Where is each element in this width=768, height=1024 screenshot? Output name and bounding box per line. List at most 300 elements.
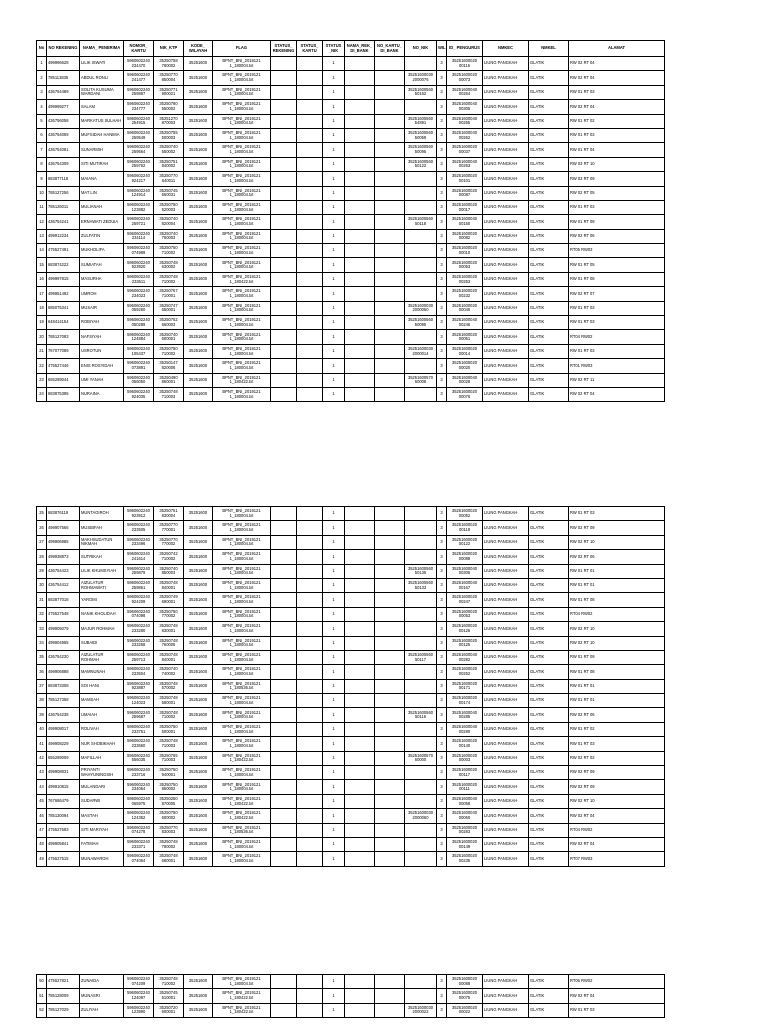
table-cell: 45 — [37, 794, 47, 808]
table-cell: LIUNG PANGKAH — [483, 301, 529, 315]
table-cell: GLATIK — [529, 578, 569, 592]
table-cell: 35251600040 00306 — [447, 564, 483, 578]
table-row — [37, 809, 665, 823]
table-cell — [405, 679, 437, 693]
table-row — [37, 114, 665, 128]
table-cell — [375, 387, 405, 401]
table-cell: LIUNG PANGKAH — [483, 128, 529, 142]
table-cell: 3 — [437, 229, 447, 243]
table-cell: 5 — [37, 114, 47, 128]
table-cell: MAMSAH — [80, 694, 124, 708]
table-cell — [345, 316, 375, 330]
table-cell: 35250748 710002 — [154, 975, 184, 989]
table-cell: LIUNG PANGKAH — [483, 535, 529, 549]
table-cell: 1 — [323, 244, 345, 258]
table-cell — [405, 229, 437, 243]
table-cell: GLATIK — [529, 679, 569, 693]
table-cell: 49 — [37, 852, 47, 866]
table-cell: 35250751 830004 — [154, 507, 184, 521]
table-cell: 59606022​40 259564 — [124, 143, 154, 157]
table-row — [37, 852, 665, 866]
table-cell: 499905841 — [47, 837, 80, 851]
table-cell — [405, 186, 437, 200]
table-cell: 35251600020 00010 — [447, 244, 483, 258]
table-cell: BPNT_BNI_2019121 1_180422.txt — [213, 1003, 271, 1017]
table-cell: LIUNG PANGKAH — [483, 344, 529, 358]
table-cell: GLATIK — [529, 215, 569, 229]
table-cell: 35251600 — [184, 200, 213, 214]
table-cell — [375, 722, 405, 736]
table-cell: LILIK KHUMSYIAH — [80, 564, 124, 578]
table-cell — [375, 287, 405, 301]
table-cell: LIUNG PANGKAH — [483, 85, 529, 99]
table-cell — [375, 989, 405, 1003]
table-cell — [375, 258, 405, 272]
table-cell: 3 — [437, 794, 447, 808]
table-cell — [345, 244, 375, 258]
table-cell: 35251600020 00122 — [447, 535, 483, 549]
table-cell: 475527491 — [47, 244, 80, 258]
table-cell — [297, 71, 323, 85]
table-cell: MAJUR ROHMAH — [80, 622, 124, 636]
table-cell: GLATIK — [529, 373, 569, 387]
table-cell: MUFSIDAH HANIMA — [80, 128, 124, 142]
table-cell: 35251600 — [184, 1003, 213, 1017]
table-cell — [375, 344, 405, 358]
column-header: NO_KARTU_ DI_BANK — [375, 41, 405, 57]
table-cell — [297, 636, 323, 650]
table-cell: 785127093 — [47, 330, 80, 344]
table-cell: 38 — [37, 694, 47, 708]
table-cell — [271, 373, 297, 387]
table-cell: MARKATUS SULHAH — [80, 114, 124, 128]
table-cell: 475527515 — [47, 852, 80, 866]
table-row — [37, 578, 665, 592]
table-cell: 16 — [37, 272, 47, 286]
table-cell: LIUNG PANGKAH — [483, 550, 529, 564]
table-cell: 35251600 — [184, 272, 213, 286]
table-cell: BPNT_BNI_2019121 1_180004.txt — [213, 85, 271, 99]
table-cell: GLATIK — [529, 975, 569, 989]
table-row — [37, 229, 665, 243]
table-cell: 9 — [37, 172, 47, 186]
table-cell — [271, 100, 297, 114]
table-cell — [297, 258, 323, 272]
table-cell: 59606022​40 059260 — [124, 301, 154, 315]
table-cell — [345, 975, 375, 989]
table-cell: 59606022​40 923912 — [124, 507, 154, 521]
table-cell — [271, 622, 297, 636]
table-cell: BPNT_BNI_2019121 1_180004.txt — [213, 507, 271, 521]
table-cell: 3 — [37, 85, 47, 99]
table-cell: 35251600030 2000060 — [405, 301, 437, 315]
table-cell: GLATIK — [529, 766, 569, 780]
table-cell: 683874222 — [47, 258, 80, 272]
table-cell: MULANDARI — [80, 780, 124, 794]
table-cell: MASURHA — [80, 272, 124, 286]
table-cell — [345, 157, 375, 171]
table-cell: BPNT_BNI_2019121 1_180004.txt — [213, 258, 271, 272]
table-cell — [345, 578, 375, 592]
table-cell: BPNT_BNI_2019121 1_180004.txt — [213, 636, 271, 650]
table-cell: SALAM — [80, 100, 124, 114]
table-cell: BPNT_BNI_2019121 1_180004.txt — [213, 708, 271, 722]
table-cell — [271, 550, 297, 564]
table-cell: 1 — [323, 593, 345, 607]
table-cell: 1 — [323, 330, 345, 344]
table-cell: GLATIK — [529, 564, 569, 578]
table-cell: 35251600 — [184, 521, 213, 535]
table-cell: 35251600020 00052 — [447, 507, 483, 521]
table-cell: LIUNG PANGKAH — [483, 521, 529, 535]
table-cell: 35250740 600001 — [154, 330, 184, 344]
table-cell: 35250748 840001 — [154, 578, 184, 592]
table-cell: LILIK ISWATI — [80, 57, 124, 71]
table-cell: 35251600020 00235 — [447, 852, 483, 866]
table-row — [37, 766, 665, 780]
table-cell — [375, 200, 405, 214]
table-cell: MUNAWAROH — [80, 852, 124, 866]
table-row — [37, 316, 665, 330]
table-cell — [375, 114, 405, 128]
table-cell — [345, 1003, 375, 1017]
table-cell: 35251600040 00265 — [447, 114, 483, 128]
table-cell: GLATIK — [529, 85, 569, 99]
table-cell — [297, 229, 323, 243]
table-cell: SUMIATAH — [80, 258, 124, 272]
table-cell: 35251600 — [184, 823, 213, 837]
table-row — [37, 507, 665, 521]
table-cell: 35251600 — [184, 737, 213, 751]
table-cell — [345, 708, 375, 722]
table-cell: ZULIYAH — [80, 1003, 124, 1017]
table-cell: 35251600040 00246 — [447, 316, 483, 330]
table-cell: 35251600560 50122 — [405, 157, 437, 171]
table-cell: LIUNG PANGKAH — [483, 794, 529, 808]
table-cell — [271, 157, 297, 171]
table-cell: 59606022​40 233504 — [124, 665, 154, 679]
table-cell — [345, 186, 375, 200]
table-cell: 32 — [37, 607, 47, 621]
table-cell: 48 — [37, 837, 47, 851]
table-cell: 59606022​40 924217 — [124, 172, 154, 186]
table-cell — [405, 550, 437, 564]
table-cell: RW 02 RT 04 — [569, 809, 665, 823]
table-row — [37, 694, 665, 708]
table-cell: 35251600020 00171 — [447, 679, 483, 693]
table-cell: GLATIK — [529, 665, 569, 679]
table-cell: 683873308 — [47, 679, 80, 693]
table-cell: GLATIK — [529, 607, 569, 621]
table-cell: 1 — [323, 344, 345, 358]
table-cell: 3 — [437, 114, 447, 128]
table-cell: 8 — [37, 157, 47, 171]
table-cell — [345, 780, 375, 794]
table-cell: 36 — [37, 665, 47, 679]
table-cell: 35251600560 50059 — [405, 128, 437, 142]
table-cell: 3 — [437, 650, 447, 664]
table-cell — [271, 780, 297, 794]
table-cell: 475527548 — [47, 607, 80, 621]
table-cell — [297, 114, 323, 128]
table-cell: 59606022​40 233268 — [124, 636, 154, 650]
table-cell — [375, 172, 405, 186]
table-cell: 499997815 — [47, 272, 80, 286]
table-cell: 683875395 — [47, 387, 80, 401]
table-cell — [375, 507, 405, 521]
table-cell — [271, 301, 297, 315]
table-cell: 35250780 550002 — [154, 100, 184, 114]
table-cell: 1 — [323, 143, 345, 157]
table-cell: 785130094 — [47, 809, 80, 823]
table-cell: 1 — [323, 373, 345, 387]
table-cell: LIUNG PANGKAH — [483, 71, 529, 85]
table-cell: 35251600020 00140 — [447, 737, 483, 751]
table-row — [37, 535, 665, 549]
table-cell — [345, 507, 375, 521]
table-cell: RW 01 RT 08 — [569, 665, 665, 679]
table-cell: 40 — [37, 722, 47, 736]
table-cell — [375, 823, 405, 837]
table-cell: LIUNG PANGKAH — [483, 780, 529, 794]
table-cell: 785127256 — [47, 186, 80, 200]
table-cell: 35251600 — [184, 679, 213, 693]
table-cell: SITI MARIYAH — [80, 823, 124, 837]
table-row — [37, 186, 665, 200]
table-cell: RW 01 RT 03 — [569, 1003, 665, 1017]
table-cell: 35250490 860001 — [154, 373, 184, 387]
table-cell — [405, 287, 437, 301]
table-cell — [271, 330, 297, 344]
table-cell — [345, 344, 375, 358]
table-cell: 35250745 650031 — [154, 186, 184, 200]
table-cell: 59606022​40 234777 — [124, 100, 154, 114]
table-cell — [375, 71, 405, 85]
table-cell: 1 — [323, 650, 345, 664]
table-row — [37, 143, 665, 157]
table-cell — [297, 550, 323, 564]
table-cell: 59606022​40 074209 — [124, 975, 154, 989]
table-cell — [345, 387, 375, 401]
table-cell: 3 — [437, 622, 447, 636]
table-row — [37, 708, 665, 722]
table-cell: RW 02 RT 10 — [569, 636, 665, 650]
table-cell: 1 — [323, 564, 345, 578]
table-cell: 35251600560 54891 — [405, 114, 437, 128]
table-cell — [405, 665, 437, 679]
table-cell — [345, 535, 375, 549]
table-cell: 475527446 — [47, 359, 80, 373]
column-header: NO REKENING — [47, 41, 80, 57]
table-cell: RW 01 RT 01 — [569, 578, 665, 592]
table-cell — [345, 200, 375, 214]
table-cell — [405, 521, 437, 535]
table-cell — [271, 852, 297, 866]
table-cell — [271, 244, 297, 258]
table-cell: BPNT_BNI_2019121 1_180004.txt — [213, 143, 271, 157]
table-cell: LIUNG PANGKAH — [483, 737, 529, 751]
table-cell: 3 — [437, 593, 447, 607]
table-cell: 35251600020 00076 — [447, 387, 483, 401]
table-cell: 35251600 — [184, 650, 213, 664]
beneficiary-table-page-1 — [36, 40, 665, 402]
table-cell: 59606022​40 259887 — [124, 85, 154, 99]
table-row — [37, 622, 665, 636]
table-cell: BPNT_BNI_2019121 1_180004.txt — [213, 650, 271, 664]
table-cell: 35251600020 00017 — [447, 200, 483, 214]
table-cell: 3 — [437, 679, 447, 693]
table-cell — [345, 229, 375, 243]
table-cell: 59606022​40 233611 — [124, 272, 154, 286]
table-cell: RW 01 RT 08 — [569, 272, 665, 286]
table-cell: 35250740 550002 — [154, 143, 184, 157]
table-cell: 3 — [437, 215, 447, 229]
table-cell: 59606022​40 234064 — [124, 780, 154, 794]
table-cell — [271, 650, 297, 664]
table-cell: SITI MUTIRAH — [80, 157, 124, 171]
table-cell: LIUNG PANGKAH — [483, 679, 529, 693]
table-cell: RW 02 RT 06 — [569, 550, 665, 564]
table-cell: 1 — [323, 679, 345, 693]
table-cell: 35250770 830003 — [154, 823, 184, 837]
table-cell — [345, 85, 375, 99]
table-cell: 3 — [437, 564, 447, 578]
table-cell: 35251600 — [184, 751, 213, 765]
table-cell: 1 — [323, 172, 345, 186]
table-cell — [297, 344, 323, 358]
table-row — [37, 722, 665, 736]
table-cell: GLATIK — [529, 852, 569, 866]
table-cell: GLATIK — [529, 550, 569, 564]
table-cell: 436754423 — [47, 564, 80, 578]
table-cell — [375, 564, 405, 578]
table-cell: BPNT_BNI_2019121 1_180422.txt — [213, 751, 271, 765]
table-cell: LIUNG PANGKAH — [483, 578, 529, 592]
table-cell: LIUNG PANGKAH — [483, 665, 529, 679]
table-cell: 35251600 — [184, 316, 213, 330]
table-cell — [405, 607, 437, 621]
table-cell: 35250750 940001 — [154, 766, 184, 780]
table-cell: GLATIK — [529, 650, 569, 664]
table-cell — [297, 272, 323, 286]
table-cell: BPNT_BNI_2019121 1_180422.txt — [213, 373, 271, 387]
table-cell: 35251600 — [184, 809, 213, 823]
table-cell: 1 — [323, 852, 345, 866]
table-cell — [297, 809, 323, 823]
table-cell — [345, 57, 375, 71]
table-cell: 785128009 — [47, 989, 80, 1003]
table-cell: RW 02 RT 04 — [569, 989, 665, 1003]
table-cell: GLATIK — [529, 708, 569, 722]
table-cell: 35250250 870005 — [154, 794, 184, 808]
table-cell: 1 — [323, 622, 345, 636]
table-cell: 3 — [437, 157, 447, 171]
table-cell: 35251600020 00111 — [447, 780, 483, 794]
table-cell: 655289009 — [47, 751, 80, 765]
table-cell: LIUNG PANGKAH — [483, 852, 529, 866]
table-cell: 35251600 — [184, 607, 213, 621]
table-cell: FATIMAH — [80, 837, 124, 851]
table-cell — [405, 837, 437, 851]
table-cell — [375, 607, 405, 621]
table-cell: BPNT_BNI_2019121 1_180004.txt — [213, 215, 271, 229]
table-cell — [405, 172, 437, 186]
table-cell — [271, 989, 297, 1003]
table-cell — [345, 71, 375, 85]
table-cell: BPNT_BNI_2019121 1_180422.txt — [213, 794, 271, 808]
table-cell: 35250147 820006 — [154, 359, 184, 373]
table-cell: 3 — [437, 344, 447, 358]
table-cell: 35251600560 50095 — [405, 316, 437, 330]
table-cell: 35251600020 00053 — [447, 607, 483, 621]
table-cell — [345, 100, 375, 114]
table-cell: 1 — [323, 215, 345, 229]
table-cell: 35250770 770001 — [154, 521, 184, 535]
table-cell: 35251600020 00149 — [447, 837, 483, 851]
table-cell: 35250742 710002 — [154, 550, 184, 564]
table-cell: 1 — [323, 229, 345, 243]
table-cell — [297, 766, 323, 780]
table-cell: 59606022​40 923887 — [124, 679, 154, 693]
table-cell: 35251600020 00061 — [447, 330, 483, 344]
table-cell: 1 — [323, 316, 345, 330]
table-cell — [345, 114, 375, 128]
table-cell: GLATIK — [529, 722, 569, 736]
table-cell: BPNT_BNI_2019121 1_180536.txt — [213, 823, 271, 837]
table-cell: GLATIK — [529, 143, 569, 157]
table-cell: 4 — [37, 100, 47, 114]
table-cell: ROBIYAH — [80, 316, 124, 330]
table-cell — [297, 989, 323, 1003]
table-cell: 35250771 900021 — [154, 85, 184, 99]
table-cell: BPNT_BNI_2019121 1_180004.txt — [213, 172, 271, 186]
table-cell — [345, 766, 375, 780]
table-cell: SUBAIDI — [80, 636, 124, 650]
table-cell — [345, 694, 375, 708]
table-cell: GLATIK — [529, 823, 569, 837]
table-cell: GLATIK — [529, 737, 569, 751]
table-cell: 436754412 — [47, 578, 80, 592]
table-cell: 59606022​40 073891 — [124, 359, 154, 373]
table-row — [37, 837, 665, 851]
table-cell: 1 — [323, 71, 345, 85]
column-header: NMKEC — [483, 41, 529, 57]
table-cell: 35251600 — [184, 100, 213, 114]
table-cell: 3 — [437, 766, 447, 780]
table-cell: 35250755 500003 — [154, 128, 184, 142]
table-cell: SUDARWI — [80, 794, 124, 808]
table-cell: RT01 RW03 — [569, 359, 665, 373]
table-cell — [297, 665, 323, 679]
table-cell: ZUNAIDA — [80, 975, 124, 989]
table-cell — [375, 57, 405, 71]
table-cell: 3 — [437, 507, 447, 521]
table-row — [37, 172, 665, 186]
table-cell: GLATIK — [529, 809, 569, 823]
table-cell: 35251600020 00118 — [447, 521, 483, 535]
table-cell: 3 — [437, 272, 447, 286]
table-row — [37, 650, 665, 664]
table-cell: 767686479 — [47, 794, 80, 808]
table-cell: GLATIK — [529, 244, 569, 258]
table-cell: 35251600560 50116 — [405, 708, 437, 722]
table-cell — [271, 507, 297, 521]
table-cell: 35251600 — [184, 258, 213, 272]
table-row — [37, 100, 665, 114]
table-cell — [405, 272, 437, 286]
table-cell: LIUNG PANGKAH — [483, 229, 529, 243]
table-cell — [297, 359, 323, 373]
